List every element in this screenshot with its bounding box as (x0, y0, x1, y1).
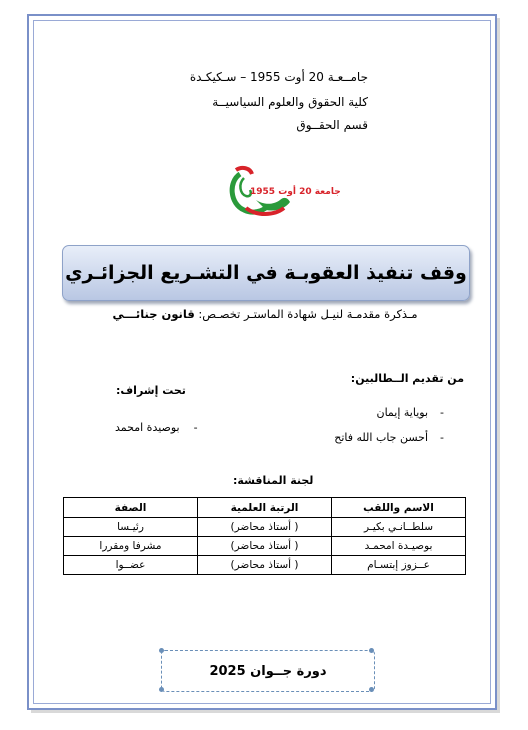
table-row (64, 556, 466, 575)
column-header-rank: الرتبة العلمية (198, 498, 332, 518)
committee-label: لجنة المناقشة: (233, 474, 314, 487)
university-name: جامــعـة 20 أوت 1955 – سـكيكـدة (189, 70, 368, 84)
faculty-name: كلية الحقوق والعلوم السياسيــة (212, 95, 368, 109)
member-name: بوصيـدة امحمـد (332, 537, 466, 556)
committee-header-row (64, 498, 466, 518)
session-corner-dot (369, 687, 374, 692)
logo-year: جامعة 20 أوت 1955 (250, 187, 341, 197)
memo-specialty: قانون جنائـــي (112, 307, 195, 321)
memo-subtitle (80, 307, 450, 321)
supervisor-label: تحت إشراف: (116, 384, 186, 397)
page-shadow-bottom (31, 710, 500, 713)
member-role: رئيـسا (64, 518, 198, 537)
member-rank: ( أستاذ محاضر) (198, 556, 332, 575)
student-name-2: -أحسن جاب الله فاتح (334, 431, 444, 444)
member-name: عــزوز إبتسـام (332, 556, 466, 575)
session-box (161, 650, 375, 692)
column-header-name: الاسم واللقب (332, 498, 466, 518)
page-border-inner (33, 20, 491, 704)
supervisor-name: -بوصيدة امحمد (115, 421, 198, 434)
member-role: مشرفا ومقررا (64, 537, 198, 556)
students-label: من تقديم الــطالبين: (350, 372, 464, 385)
university-seal-logo (226, 164, 341, 222)
session-label: دورة جــوان 2025 (209, 663, 327, 679)
committee-table (63, 497, 466, 575)
thesis-title: وقف تنفيذ العقوبـة في التشـريع الجزائـري (65, 262, 467, 284)
table-row (64, 537, 466, 556)
member-rank: ( أستاذ محاضر) (198, 518, 332, 537)
table-row (64, 518, 466, 537)
student-name-1: -بوياية إيمان (376, 406, 444, 419)
member-rank: ( أستاذ محاضر) (198, 537, 332, 556)
page-shadow-right (497, 18, 500, 712)
department-name: قسم الحقــوق (296, 118, 368, 132)
memo-prefix: مـذكرة مقدمـة لنيـل شهادة الماستـر تخصـص: (198, 307, 418, 321)
member-name: سلطــانـي بكيـر (332, 518, 466, 537)
member-role: عضــوا (64, 556, 198, 575)
session-corner-dot (159, 687, 164, 692)
column-header-role: الصفة (64, 498, 198, 518)
session-corner-dot (159, 648, 164, 653)
session-corner-dot (369, 648, 374, 653)
thesis-title-box (62, 245, 470, 301)
